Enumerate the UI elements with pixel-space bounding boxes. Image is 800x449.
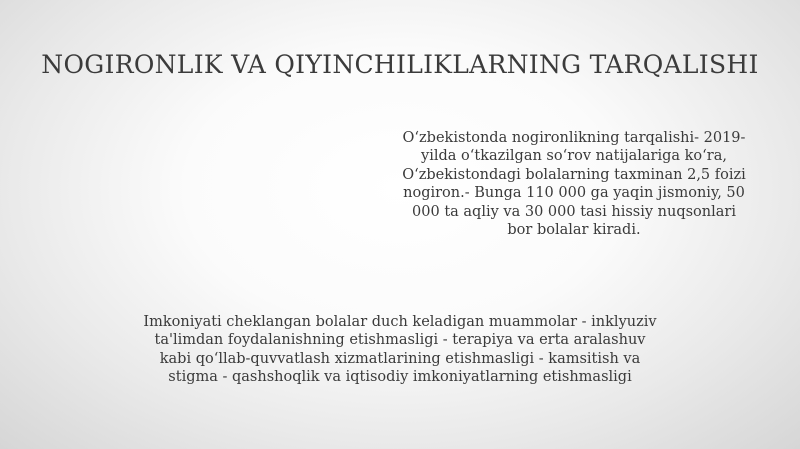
prevalence-paragraph: O‘zbekistonda nogironlikning tarqalishi- 2019-yilda o‘tkazilgan so‘rov natijalariga ko‘ra, O‘zbekistondagi bolalarning taxminan 2,5 foizi nogiron.- Bunga 110 000 ga yaqin jismoniy, 50 000 ta aqliy va 30 000 tasi hissiy nuqsonlari bor bolalar kiradi. [402,129,746,238]
slide-title: NOGIRONLIK VA QIYINCHILIKLARNING TARQALISHI [41,49,759,79]
problems-paragraph: Imkoniyati cheklangan bolalar duch keladigan muammolar - inklyuziv ta'limdan foydalanishning etishmasligi - terapiya va erta aralashuv kabi qo‘llab-quvvatlash xizmatlarining etishmasligi - kamsitish va stigma - qashshoqlik va iqtisodiy imkoniyatlarning etishmasligi [143,313,657,385]
